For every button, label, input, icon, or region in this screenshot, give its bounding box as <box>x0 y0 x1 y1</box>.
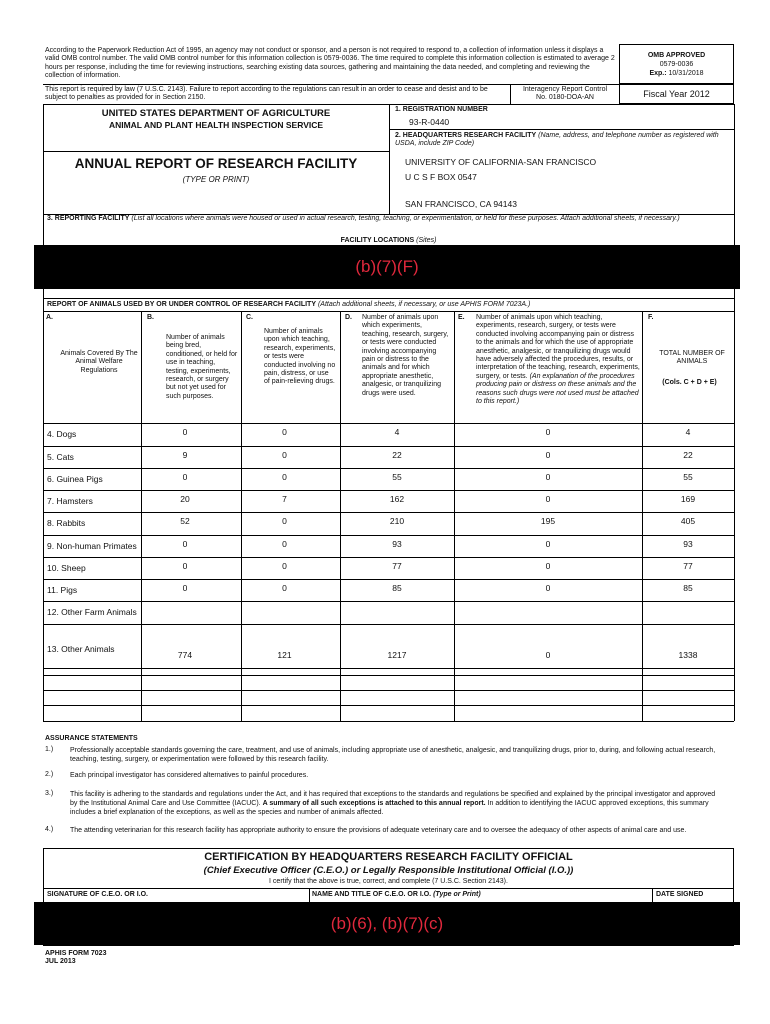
col-b-letter: B. <box>147 314 154 321</box>
certification-title: CERTIFICATION BY HEADQUARTERS RESEARCH FACILITY OFFICIAL <box>204 851 573 863</box>
headquarters-label <box>395 132 725 149</box>
assurance-2-num: 2.) <box>45 771 54 778</box>
animal-row-col-d: 77 <box>392 561 402 571</box>
col-e-main: Number of animals upon which teaching, experiments, research, surgery, or tests were conducted involving accompanying pain or distress to the animals and for which the use of appropriate anesthetic, analgesic, or tranquilizing drugs would have adversely affected the procedures, results, or interpretation of the teaching, research, experiments, surgery, or tests. <box>476 314 640 380</box>
form-subtitle: (TYPE OR PRINT) <box>182 175 250 184</box>
animal-row-col-d: 210 <box>389 516 405 526</box>
omb-expiration <box>619 70 734 78</box>
animal-row-col-d: 4 <box>394 427 400 437</box>
omb-exp-value: 10/31/2018 <box>668 70 704 77</box>
animal-row-label: 6. Guinea Pigs <box>47 474 103 484</box>
animal-row-col-c: 0 <box>282 561 287 571</box>
col-a-letter: A. <box>46 314 53 321</box>
assurance-1-num: 1.) <box>45 746 54 753</box>
signature-redaction: (b)(6), (b)(7)(c) <box>34 902 740 945</box>
headquarters-box: U C S F BOX 0547 <box>405 172 477 182</box>
footer-form-date: JUL 2013 <box>45 958 76 965</box>
animal-row-col-c: 0 <box>282 450 287 460</box>
animals-heading-text: REPORT OF ANIMALS USED BY OR UNDER CONTROL OF RESEARCH FACILITY <box>47 301 316 308</box>
col-d-letter: D. <box>345 314 352 321</box>
form-title: ANNUAL REPORT OF RESEARCH FACILITY <box>74 156 358 171</box>
assurance-4-num: 4.) <box>45 826 54 833</box>
assurance-1: Professionally acceptable standards governing the care, treatment, and use of animals, including appropriate use of anesthetic, analgesic, and tranquilizing drugs, prior to, during, and following actual research, teaching, testing, surgery, or experimentation were followed by this research facility. <box>70 747 716 763</box>
registration-label: 1. REGISTRATION NUMBER <box>395 106 488 113</box>
fiscal-year: Fiscal Year 2012 <box>643 89 710 99</box>
certification-text: I certify that the above is true, correct, and complete (7 U.S.C. Section 2143). <box>269 878 508 885</box>
assurance-heading: ASSURANCE STATEMENTS <box>45 735 138 742</box>
animals-table-heading <box>47 301 727 309</box>
animal-row-col-d: 93 <box>392 539 402 549</box>
omb-title: OMB APPROVED <box>647 52 706 59</box>
agency-line2: ANIMAL AND PLANT HEALTH INSPECTION SERVICE <box>108 120 324 130</box>
registration-number: 93-R-0440 <box>409 117 450 127</box>
animals-heading-note: (Attach additional sheets, if necessary, or use APHIS FORM 7023A.) <box>317 301 531 308</box>
animal-row-label: 11. Pigs <box>47 585 78 595</box>
animal-row-col-b: 20 <box>180 494 190 504</box>
animal-row-col-e: 0 <box>545 583 551 593</box>
animal-row-col-c: 0 <box>282 539 287 549</box>
reporting-label-text: 3. REPORTING FACILITY <box>47 215 130 222</box>
animal-row-col-f: 405 <box>680 516 696 526</box>
animal-row-label: 9. Non-human Primates <box>47 541 137 551</box>
assurance-4: The attending veterinarian for this research facility has appropriate authority to ensure the provisions of adequate veterinary care and to oversee the adequacy of other aspects of animal care and use. <box>70 827 687 834</box>
animal-row-col-d: 85 <box>392 583 402 593</box>
interagency-number: No. 0180-DOA-AN <box>536 94 594 101</box>
name-title-label-text: NAME AND TITLE OF C.E.O. OR I.O. <box>312 891 432 898</box>
assurance-3-part-a: This facility is adhering to the standards and regulations under the Act, and it has required that exceptions to the standards and regulations be specified and explained by the principal investigator and approved by the Institutional Animal Care and Use Committee (IACUC). <box>70 791 716 807</box>
col-f-text1: TOTAL NUMBER OF ANIMALS <box>659 350 725 366</box>
footer-form-number: APHIS FORM 7023 <box>45 950 107 957</box>
paperwork-notice: According to the Paperwork Reduction Act of 1995, an agency may not conduct or sponsor, and a person is not required to respond to, a collection of information unless it displays a valid OMB control number. The valid OMB control number for this information collection is 0579-0036. The time required to complete this information collection is estimated to average 2 hours per response, including the time for reviewing instructions, searching existing data sources, gathering and maintaining the data needed, and completing and reviewing the collection of information. <box>45 47 615 80</box>
animal-row-col-b: 0 <box>182 561 188 571</box>
animal-row-col-d: 162 <box>389 494 405 504</box>
col-a-text: Animals Covered By The Animal Welfare Regulations <box>60 350 138 374</box>
animal-row-label: 7. Hamsters <box>47 496 93 506</box>
animal-row-label: 5. Cats <box>47 452 74 462</box>
col-d-text: Number of animals upon which experiments, teaching, research, surgery, or tests were conducted involving accompanying pain or distress to the animals and for which appropriate anesthetic, analgesic, or tranquilizing drugs were used. <box>362 314 449 397</box>
animal-row-col-e: 0 <box>545 539 551 549</box>
animal-row-col-e: 0 <box>545 450 551 460</box>
animal-row-col-c: 0 <box>282 472 287 482</box>
assurance-3-part-c: In addition to identifying the IACUC approved exceptions, this summary includes a brief explanation of the exceptions, as well as the species and number of animals affected. <box>70 800 709 816</box>
facility-locations-note: (Sites) <box>416 237 437 244</box>
animal-row-col-f: 22 <box>683 450 693 460</box>
headquarters-city: SAN FRANCISCO, CA 94143 <box>405 199 517 209</box>
animal-row-col-f: 55 <box>683 472 693 482</box>
animal-row-label: 10. Sheep <box>47 563 86 573</box>
animal-row-col-e: 0 <box>545 561 551 571</box>
animal-row-col-d: 1217 <box>387 650 407 660</box>
animal-row-col-b: 52 <box>180 516 190 526</box>
animal-row-col-f: 4 <box>685 427 691 437</box>
animal-row-col-d: 22 <box>392 450 402 460</box>
name-title-label <box>312 891 481 899</box>
animal-row-col-c: 7 <box>282 494 287 504</box>
animal-row-label: 13. Other Animals <box>47 644 115 654</box>
headquarters-label-text: 2. HEADQUARTERS RESEARCH FACILITY <box>395 132 537 139</box>
date-signed-label: DATE SIGNED <box>656 891 704 898</box>
animal-row-col-f: 85 <box>683 583 693 593</box>
col-e-italic: (An explanation of the procedures producing pain or distress on these animals and the reasons such drugs were not used must be attached to this report.) <box>476 372 639 406</box>
facility-locations-text: FACILITY LOCATIONS <box>340 237 415 244</box>
animal-row-col-c: 121 <box>277 650 292 660</box>
animal-row-col-f: 93 <box>683 539 693 549</box>
assurance-3-num: 3.) <box>45 790 54 797</box>
interagency-label: Interagency Report Control <box>522 86 608 93</box>
animal-row-col-f: 169 <box>680 494 696 504</box>
animal-row-col-e: 0 <box>545 494 551 504</box>
animal-row-col-f: 77 <box>683 561 693 571</box>
animal-row-col-b: 0 <box>182 472 188 482</box>
col-e-letter: E. <box>458 314 465 321</box>
assurance-3-part-b: A summary of all such exceptions is attached to this annual report. <box>262 800 486 807</box>
col-b-text: Number of animals being bred, conditioned, or held for use in teaching, testing, experiments, research, or surgery but not yet used for such purposes. <box>166 334 238 400</box>
animal-row-col-b: 9 <box>182 450 188 460</box>
col-c-text: Number of animals upon which teaching, research, experiments, or tests were conducted involving no pain, distress, or use of pain-relieving drugs. <box>264 328 336 386</box>
headquarters-label-note: (Name, address, and telephone number as registered with USDA, include ZIP Code) <box>395 132 719 148</box>
signature-label: SIGNATURE OF C.E.O. OR I.O. <box>47 891 148 898</box>
animal-row-col-e: 0 <box>545 472 551 482</box>
animal-row-col-e: 0 <box>545 650 551 660</box>
facility-locations-redaction: (b)(7)(F) <box>34 245 740 289</box>
reporting-label <box>47 215 727 223</box>
col-c-letter: C. <box>246 314 253 321</box>
omb-exp-label: Exp.: <box>649 70 667 77</box>
assurance-2: Each principal investigator has considered alternatives to painful procedures. <box>70 772 309 779</box>
col-f-text2: (Cols. C + D + E) <box>662 379 717 386</box>
animal-row-col-b: 0 <box>182 583 188 593</box>
animal-row-col-e: 0 <box>545 427 551 437</box>
name-title-label-note: (Type or Print) <box>433 891 481 898</box>
animal-row-label: 12. Other Farm Animals <box>47 607 137 617</box>
animal-row-col-f: 1338 <box>678 650 698 660</box>
reporting-label-note: (List all locations where animals were housed or used in actual research, testing, teaching, or experimentation, or held for these purposes. Attach additional sheets, if necessary.) <box>131 215 680 222</box>
animal-row-col-c: 0 <box>282 583 287 593</box>
animal-row-col-d: 55 <box>392 472 402 482</box>
omb-number: 0579-0036 <box>659 61 694 68</box>
law-notice: This report is required by law (7 U.S.C. 2143). Failure to report according to the regulations can result in an order to cease and desist and to be subject to penalties as provided for in Section 2150. <box>45 86 488 102</box>
animal-row-col-b: 774 <box>177 650 193 660</box>
animal-row-col-c: 0 <box>282 427 287 437</box>
animal-row-col-c: 0 <box>282 516 287 526</box>
agency-line1: UNITED STATES DEPARTMENT OF AGRICULTURE <box>101 108 331 119</box>
animal-row-col-b: 0 <box>182 427 188 437</box>
animal-row-col-e: 195 <box>540 516 556 526</box>
headquarters-name: UNIVERSITY OF CALIFORNIA-SAN FRANCISCO <box>405 157 597 167</box>
assurance-3 <box>70 790 720 817</box>
animal-row-col-b: 0 <box>182 539 188 549</box>
animal-row-label: 4. Dogs <box>47 429 77 439</box>
col-f-letter: F. <box>648 314 654 321</box>
animal-row-label: 8. Rabbits <box>47 518 86 528</box>
certification-subtitle: (Chief Executive Officer (C.E.O.) or Legally Responsible Institutional Official (I.O.)) <box>203 865 574 876</box>
col-e-text <box>476 314 640 406</box>
